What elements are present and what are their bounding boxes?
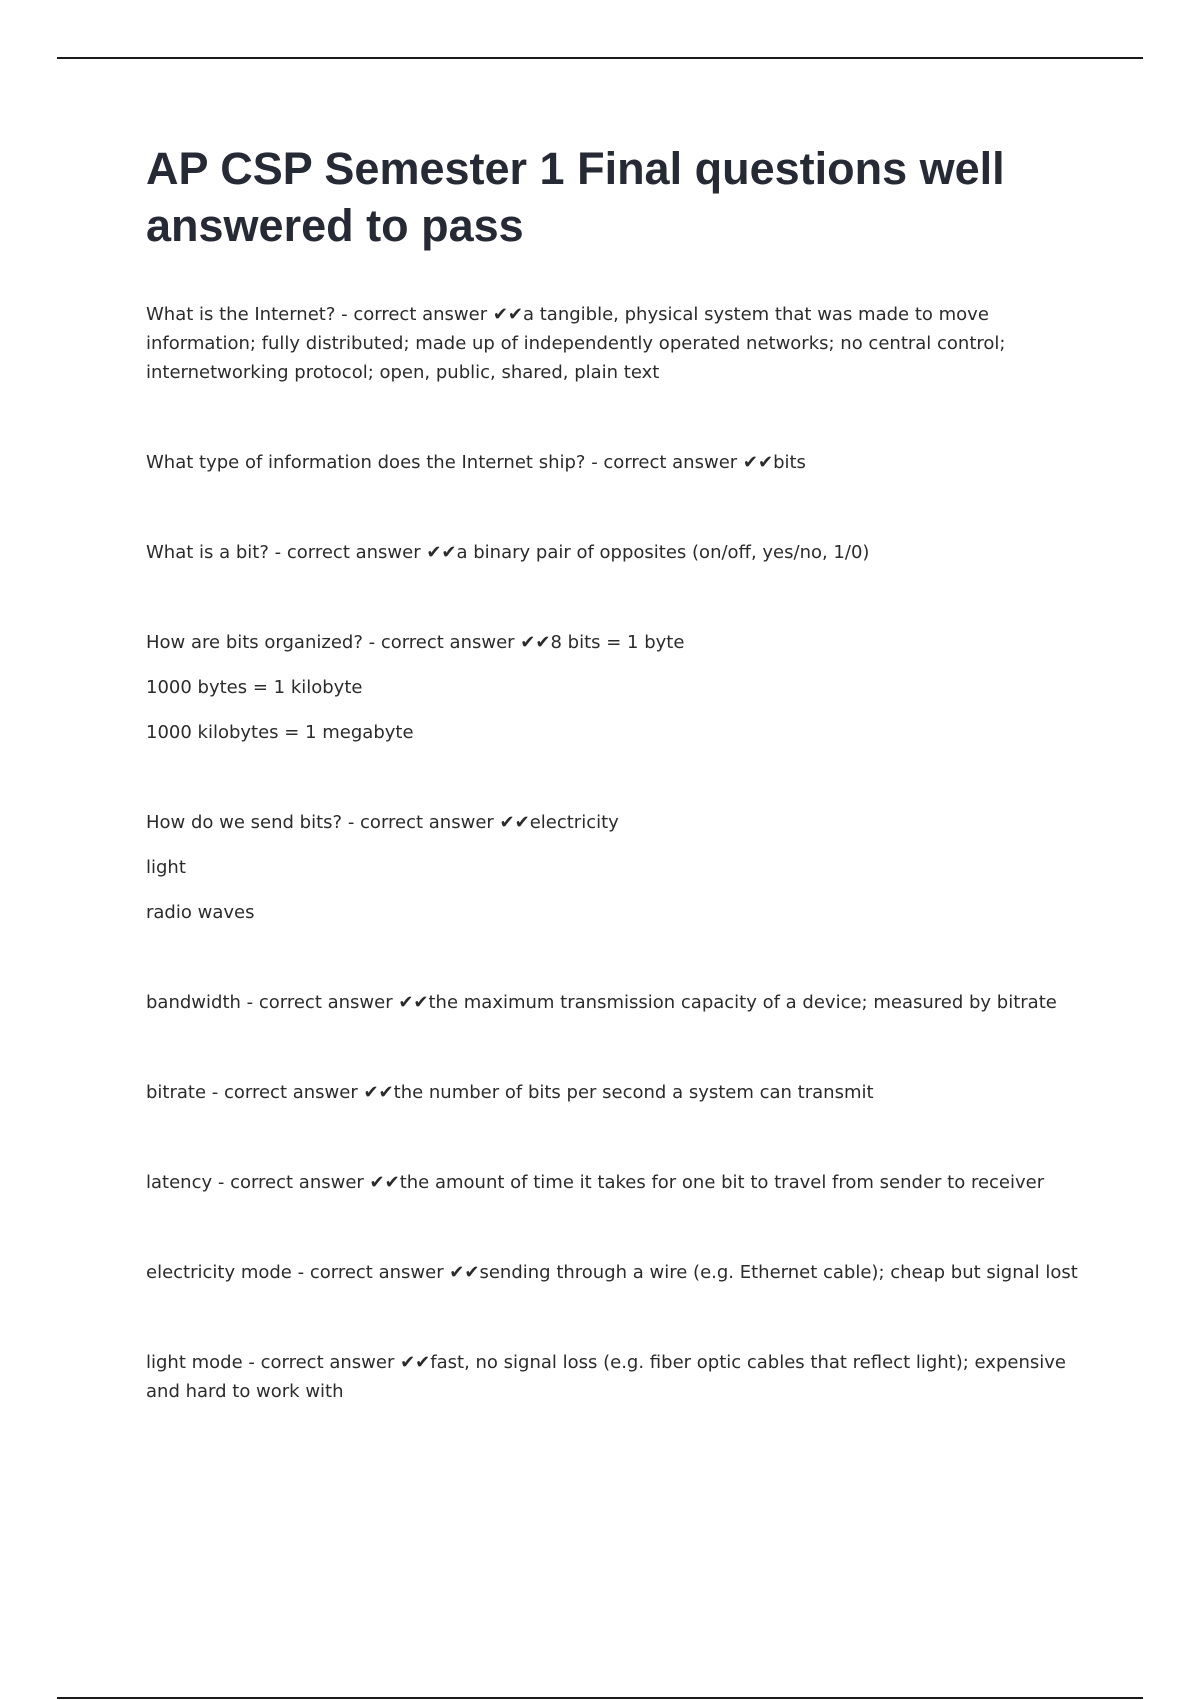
- answer-text: bits: [773, 452, 806, 473]
- question-text: light mode: [146, 1352, 243, 1373]
- qa-question-line: [146, 538, 1086, 567]
- qa-question-line: [146, 808, 1086, 837]
- correct-answer-marker: - correct answer ✔✔: [342, 812, 530, 833]
- qa-entry: [146, 1348, 1086, 1406]
- qa-list: [146, 300, 1086, 1406]
- answer-continuation-line: light: [146, 857, 186, 878]
- answer-continuation-line: 1000 kilobytes = 1 megabyte: [146, 722, 414, 743]
- qa-entry: [146, 628, 1086, 747]
- answer-text: 8 bits = 1 byte: [550, 632, 685, 653]
- qa-entry: [146, 1258, 1086, 1287]
- correct-answer-marker: - correct answer ✔✔: [206, 1082, 394, 1103]
- bottom-divider: [57, 1697, 1143, 1699]
- answer-continuation-line: 1000 bytes = 1 kilobyte: [146, 677, 363, 698]
- qa-question-line: [146, 628, 1086, 657]
- correct-answer-marker: - correct answer ✔✔: [291, 1262, 480, 1283]
- qa-entry: [146, 1078, 1086, 1107]
- qa-question-line: [146, 1078, 1086, 1107]
- correct-answer-marker: - correct answer ✔✔: [335, 304, 523, 325]
- correct-answer-marker: - correct answer ✔✔: [585, 452, 774, 473]
- question-text: How are bits organized?: [146, 632, 363, 653]
- document-body: [146, 140, 1086, 1467]
- qa-entry: [146, 808, 1086, 927]
- question-text: What type of information does the Internet ship?: [146, 452, 586, 473]
- correct-answer-marker: - correct answer ✔✔: [268, 542, 457, 563]
- qa-entry: [146, 988, 1086, 1017]
- question-text: electricity mode: [146, 1262, 292, 1283]
- qa-question-line: [146, 300, 1086, 387]
- qa-question-line: [146, 1348, 1086, 1406]
- qa-question-line: [146, 1258, 1086, 1287]
- qa-question-line: [146, 1168, 1086, 1197]
- qa-entry: [146, 300, 1086, 387]
- question-text: What is the Internet?: [146, 304, 336, 325]
- question-text: What is a bit?: [146, 542, 269, 563]
- correct-answer-marker: - correct answer ✔✔: [242, 1352, 431, 1373]
- qa-question-line: [146, 988, 1086, 1017]
- top-divider: [57, 57, 1143, 59]
- answer-text: the amount of time it takes for one bit to travel from sender to receiver: [399, 1172, 1045, 1193]
- answer-text: a binary pair of opposites (on/off, yes/no, 1/0): [456, 542, 870, 563]
- qa-entry: [146, 538, 1086, 567]
- qa-entry: [146, 448, 1086, 477]
- question-text: latency: [146, 1172, 213, 1193]
- question-text: bitrate: [146, 1082, 207, 1103]
- qa-entry: [146, 1168, 1086, 1197]
- answer-text: the maximum transmission capacity of a device; measured by bitrate: [428, 992, 1057, 1013]
- correct-answer-marker: - correct answer ✔✔: [362, 632, 551, 653]
- qa-question-line: [146, 448, 1086, 477]
- answer-text: sending through a wire (e.g. Ethernet cable); cheap but signal lost: [479, 1262, 1078, 1283]
- document-title: AP CSP Semester 1 Final questions well answered to pass: [146, 143, 1005, 251]
- correct-answer-marker: - correct answer ✔✔: [240, 992, 429, 1013]
- answer-text: a tangible, physical system that was made to move information; fully distributed; made up of independently operated networks; no central control; internetworking protocol; open, public, shared, plain text: [146, 304, 1006, 383]
- question-text: bandwidth: [146, 992, 241, 1013]
- answer-text: electricity: [529, 812, 619, 833]
- correct-answer-marker: - correct answer ✔✔: [212, 1172, 400, 1193]
- answer-text: fast, no signal loss (e.g. fiber optic cables that reflect light); expensive and hard to work with: [146, 1352, 1066, 1402]
- question-text: How do we send bits?: [146, 812, 343, 833]
- answer-text: the number of bits per second a system can transmit: [393, 1082, 874, 1103]
- answer-continuation-line: radio waves: [146, 902, 255, 923]
